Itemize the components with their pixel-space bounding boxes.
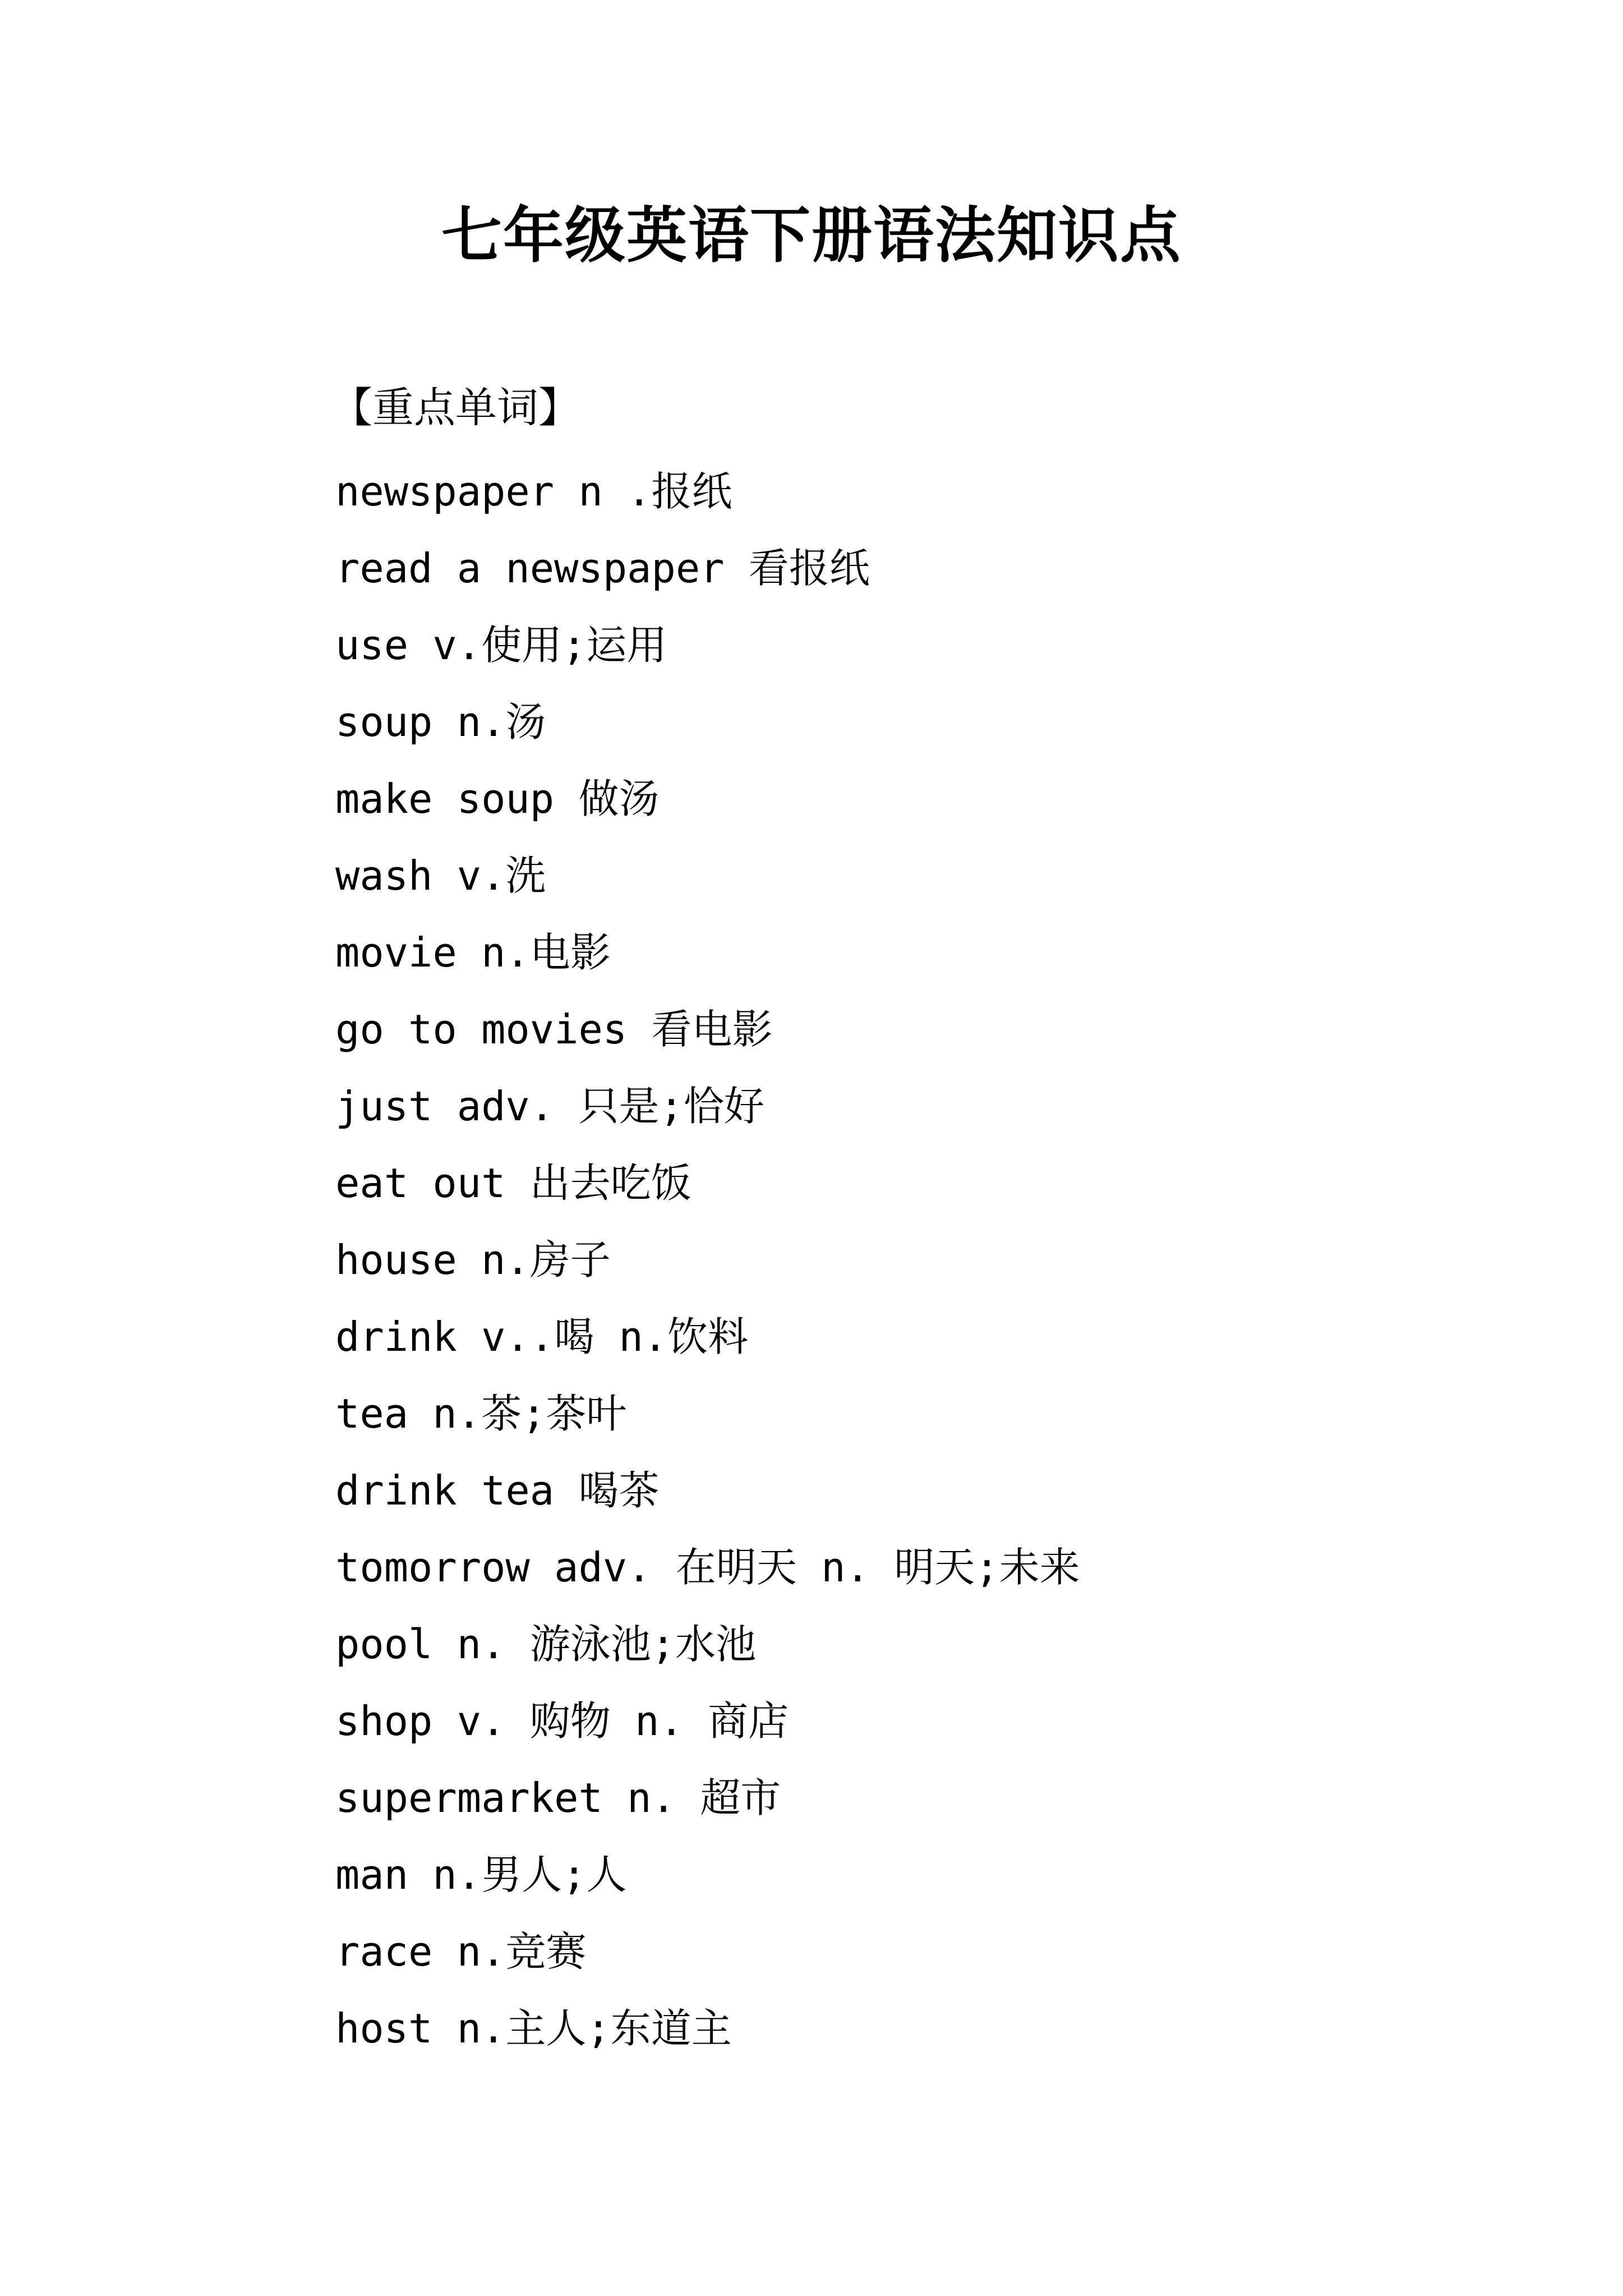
vocabulary-item: drink tea 喝茶 <box>335 1467 660 1514</box>
vocabulary-item: man n.男人;人 <box>335 1851 627 1898</box>
vocabulary-item: make soup 做汤 <box>335 775 660 822</box>
vocabulary-item: movie n.电影 <box>335 929 611 976</box>
vocabulary-list <box>335 453 1080 2067</box>
vocabulary-item: supermarket n. 超市 <box>335 1774 781 1821</box>
vocabulary-item: drink v..喝 n.饮料 <box>335 1313 749 1360</box>
vocabulary-item: use v.使用;运用 <box>335 622 667 669</box>
vocabulary-item: soup n.汤 <box>335 698 546 746</box>
vocabulary-item: pool n. 游泳池;水池 <box>335 1621 757 1668</box>
vocabulary-item: race n.竞赛 <box>335 1928 587 1975</box>
page-title: 七年级英语下册语法知识点 <box>441 200 1182 271</box>
vocabulary-item: wash v.洗 <box>335 852 546 899</box>
vocabulary-item: host n.主人;东道主 <box>335 2005 732 2052</box>
vocabulary-item: tomorrow adv. 在明天 n. 明天;未来 <box>335 1544 1080 1591</box>
vocabulary-item: tea n.茶;茶叶 <box>335 1390 627 1437</box>
vocabulary-item: newspaper n .报纸 <box>335 468 732 515</box>
vocabulary-item: just adv. 只是;恰好 <box>335 1083 764 1130</box>
vocabulary-item: shop v. 购物 n. 商店 <box>335 1697 789 1745</box>
vocabulary-item: read a newspaper 看报纸 <box>335 545 870 592</box>
vocabulary-item: house n.房子 <box>335 1236 611 1283</box>
section-heading: 【重点单词】 <box>331 384 580 432</box>
vocabulary-item: go to movies 看电影 <box>335 1006 773 1053</box>
vocabulary-item: eat out 出去吃饭 <box>335 1159 691 1207</box>
